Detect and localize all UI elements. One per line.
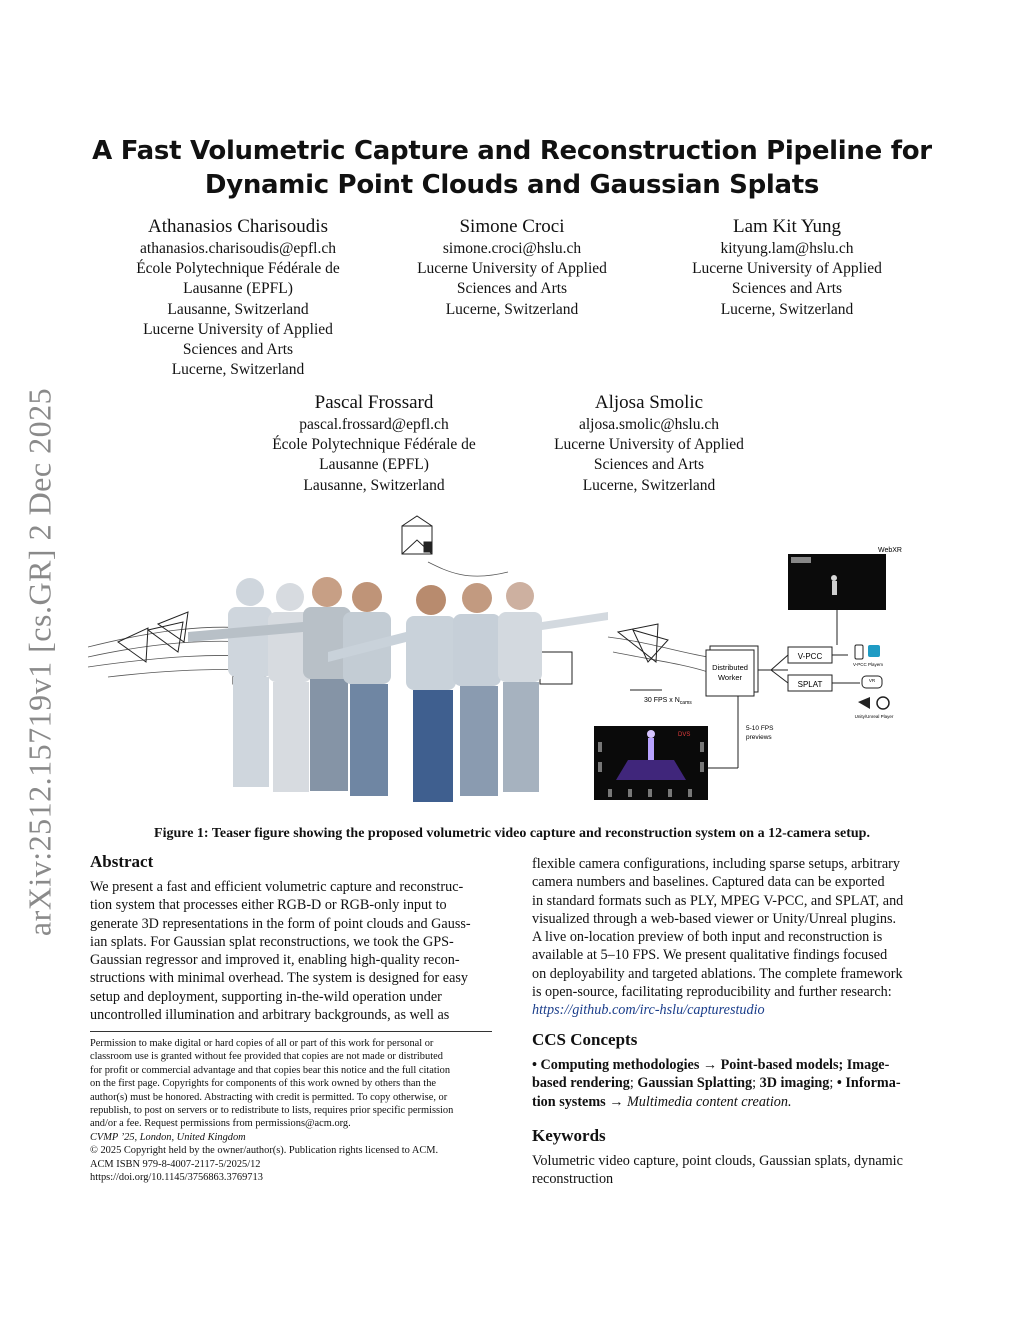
camera-trails: [88, 562, 708, 677]
author-affiliation: Sciences and Arts: [182, 341, 294, 359]
copyright: © 2025 Copyright held by the owner/author(s). Publication rights licensed to ACM.: [90, 1145, 439, 1157]
author-block: [509, 391, 789, 496]
ccs-term: • Computing methodologies: [532, 1057, 700, 1073]
permission-line: on the first page. Copyrights for components of this work owned by others than the: [90, 1078, 437, 1090]
abstract-heading: Abstract: [90, 852, 154, 871]
abstract-line: generate 3D representations in the form of point clouds and Gauss-: [90, 915, 471, 932]
abstract-line: structions with minimal overhead. The system is designed for easy: [90, 970, 468, 987]
preview-fps-label-2: previews: [746, 734, 772, 741]
permission-line: Permission to make digital or hard copies of all or part of this work for personal or: [90, 1038, 434, 1049]
permission-block: [90, 1037, 492, 1184]
venue: CVMP ’25, London, United Kingdom: [90, 1131, 246, 1143]
permission-line: and/or a fee. Request permissions from permissions@acm.org.: [90, 1118, 351, 1130]
webxr-figure: [831, 575, 837, 581]
arxiv-stamp: [10, 372, 70, 952]
ccs-term: • Informa-: [836, 1075, 901, 1092]
dvs-label: DVS: [678, 732, 691, 738]
ccs-line: [532, 1074, 934, 1092]
vpcc-player-icon: [868, 645, 880, 657]
preview-figure: [647, 730, 655, 738]
webxr-figure: [832, 581, 837, 595]
webxr-toolbar: [791, 557, 811, 563]
fps-main: 30 FPS x N: [644, 697, 680, 704]
author-block: [234, 391, 514, 496]
ccs-line: [532, 1056, 934, 1074]
author-affiliation: Lausanne, Switzerland: [167, 300, 309, 318]
author-block: [98, 215, 378, 380]
camera-frustum-icon: [402, 516, 432, 554]
author-block: [372, 215, 652, 320]
abstract-line: visualized through a web-based viewer or Unity/Unreal plugins.: [532, 910, 897, 927]
abstract-left-column: [90, 878, 492, 1024]
abstract-line: in standard formats such as PLY, MPEG V-PCC, and SPLAT, and: [532, 892, 904, 909]
ccs-term: Gaussian Splatting: [637, 1075, 753, 1092]
abstract-line: on deployability and targeted ablations. The complete framework: [532, 965, 903, 982]
author-affiliation: Lucerne, Switzerland: [171, 361, 305, 379]
vpcc-player-label: V-PCC Playem: [852, 662, 884, 667]
author-name: Pascal Frossard: [314, 392, 434, 413]
worker-label-2: Worker: [717, 673, 743, 682]
ccs-arrow: →: [605, 1093, 627, 1110]
title-line-1: A Fast Volumetric Capture and Reconstruction Pipeline for: [92, 136, 932, 166]
doi-link[interactable]: https://doi.org/10.1145/3756863.3769713: [90, 1172, 263, 1184]
ccs-sep: ;: [752, 1075, 760, 1092]
ccs-block: [532, 1056, 934, 1111]
author-name: Athanasios Charisoudis: [148, 216, 328, 237]
isbn: ACM ISBN 979-8-4007-2117-5/2025/12: [90, 1158, 261, 1170]
author-affiliation: École Polytechnique Fédérale de: [136, 260, 340, 278]
webxr-label: WebXR: [878, 547, 902, 554]
worker-label-1: Distributed: [712, 663, 748, 672]
unity-unreal-label: Unity/Unreal Player: [854, 714, 894, 719]
permission-line: classroom use is granted without fee provided that copies are not made or distributed: [90, 1051, 443, 1063]
vpcc-label: V-PCC: [797, 652, 823, 661]
author-affiliation: Sciences and Arts: [731, 280, 843, 298]
ccs-line: [532, 1093, 934, 1111]
footnote-rule: [90, 1031, 492, 1032]
person-captures: [188, 577, 608, 802]
ccs-term: tion systems: [532, 1093, 606, 1110]
author-affiliation: Lucerne, Switzerland: [720, 300, 854, 318]
author-affiliation: Lausanne, Switzerland: [303, 476, 445, 494]
ccs-heading: CCS Concepts: [532, 1030, 638, 1049]
keywords-line: reconstruction: [532, 1171, 614, 1188]
author-affiliation: Lausanne (EPFL): [319, 456, 429, 474]
abstract-line: tion system that processes either RGB-D or RGB-only input to: [90, 897, 447, 914]
fps-sub: cams: [679, 700, 692, 706]
author-affiliation: Lucerne University of Applied: [692, 260, 882, 278]
abstract-line: camera numbers and baselines. Captured data can be exported: [532, 874, 885, 891]
ccs-term: based rendering: [532, 1075, 630, 1092]
permission-line: for profit or commercial advantage and that copies bear this notice and the full citation: [90, 1064, 451, 1076]
keywords-heading: Keywords: [532, 1126, 606, 1145]
author-name: Simone Croci: [459, 216, 565, 237]
teaser-figure: [88, 512, 938, 808]
abstract-line: ian splats. For Gaussian splat reconstructions, we took the GPS-: [90, 933, 454, 950]
arxiv-stamp-text: arXiv:2512.15719v1 [cs.GR] 2 Dec 2025: [21, 387, 58, 937]
author-affiliation: Sciences and Arts: [593, 456, 705, 474]
permission-line: republish, to post on servers or to redistribute to lists, requires prior specific permission: [90, 1105, 454, 1117]
ccs-term: Multimedia content creation.: [626, 1093, 792, 1110]
author-name: Lam Kit Yung: [732, 216, 841, 237]
abstract-line: A live on-location preview of both input and reconstruction is: [532, 929, 883, 946]
github-link[interactable]: https://github.com/irc-hslu/capturestudio: [532, 1002, 765, 1019]
author-affiliation: Lausanne (EPFL): [183, 280, 293, 298]
abstract-line: is open-source, facilitating reproducibility and further research:: [532, 984, 892, 1001]
author-email: kityung.lam@hslu.ch: [720, 240, 854, 257]
author-affiliation: Lucerne, Switzerland: [582, 476, 716, 494]
fps-label: [644, 697, 692, 706]
permission-line: author(s) must be honored. Abstracting with credit is permitted. To copy otherwise, or: [90, 1091, 448, 1103]
author-email: simone.croci@hslu.ch: [442, 240, 582, 257]
title-line-2: Dynamic Point Clouds and Gaussian Splats: [204, 170, 820, 200]
author-block: [647, 215, 927, 320]
author-email: aljosa.smolic@hslu.ch: [579, 416, 719, 433]
author-affiliation: Lucerne University of Applied: [417, 260, 607, 278]
figure-caption: Figure 1: Teaser figure showing the proposed volumetric video capture and reconstruction system on a 12-camera setup.: [154, 826, 870, 841]
preview-floor-grid: [616, 760, 686, 780]
abstract-right-column: [532, 855, 934, 1020]
author-email: pascal.frossard@epfl.ch: [299, 416, 449, 433]
author-affiliation: Sciences and Arts: [456, 280, 568, 298]
author-email: athanasios.charisoudis@epfl.ch: [140, 240, 336, 257]
unreal-icon: [877, 697, 889, 709]
splat-label: SPLAT: [797, 680, 823, 689]
vr-label: VR: [868, 678, 876, 683]
paper-title: [90, 134, 934, 202]
keywords-block: [532, 1152, 934, 1189]
ccs-sep: ;: [829, 1075, 837, 1092]
abstract-line: setup and deployment, supporting in-the-wild operation under: [90, 988, 442, 1005]
abstract-line: We present a fast and efficient volumetric capture and reconstruc-: [90, 879, 464, 895]
author-name: Aljosa Smolic: [594, 392, 704, 413]
author-affiliation: École Polytechnique Fédérale de: [272, 436, 476, 454]
author-affiliation: Lucerne University of Applied: [554, 436, 744, 454]
abstract-line: flexible camera configurations, including sparse setups, arbitrary: [532, 856, 900, 872]
phone-icon: [855, 645, 863, 659]
ccs-term: 3D imaging: [759, 1075, 830, 1092]
keywords-line: Volumetric video capture, point clouds, Gaussian splats, dynamic: [532, 1153, 903, 1169]
ccs-term: Point-based models: [720, 1057, 839, 1073]
ccs-sep: ;: [629, 1075, 638, 1092]
preview-figure: [648, 738, 654, 760]
preview-fps-label: 5-10 FPS: [746, 725, 774, 732]
abstract-line: uncontrolled illumination and arbitrary backgrounds, as well as: [90, 1007, 450, 1024]
abstract-line: Gaussian regressor and improved it, enabling high-quality recon-: [90, 952, 460, 969]
unity-icon: [858, 697, 870, 709]
ccs-term: ; Image-: [838, 1057, 890, 1073]
author-affiliation: Lucerne University of Applied: [143, 320, 333, 338]
ccs-arrow: →: [699, 1057, 721, 1073]
abstract-line: available at 5–10 FPS. We present qualitative findings focused: [532, 947, 888, 964]
author-affiliation: Lucerne, Switzerland: [445, 300, 579, 318]
